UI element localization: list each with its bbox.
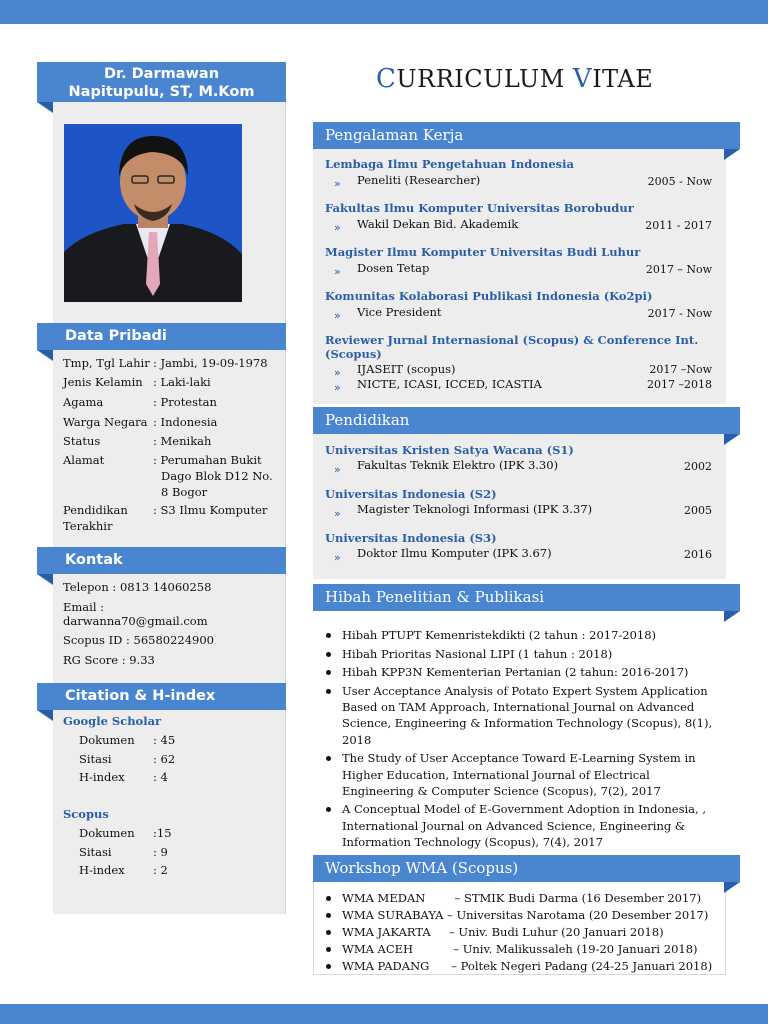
job-organization: Komunitas Kolaborasi Publikasi Indonesia (Ko2pi) <box>325 289 653 303</box>
workshop-item: WMA MEDAN – STMIK Budi Darma (16 Desember 2017) <box>325 890 712 907</box>
scopus-title: Scopus <box>63 807 109 821</box>
publication-item: Hibah KPP3N Kementerian Pertanian (2 tahun: 2016-2017) <box>325 664 717 680</box>
pribadi-row <box>63 484 207 500</box>
citation-header: Citation & H-index <box>37 683 286 710</box>
google-stat-label: Sitasi <box>79 751 112 766</box>
pribadi-row <box>63 452 262 468</box>
scopus-stat-value: :15 <box>153 826 172 840</box>
top-bar <box>0 0 768 24</box>
scopus-stat-row <box>79 861 168 879</box>
education-year: 2005 <box>684 504 712 517</box>
pribadi-value: : Indonesia <box>153 415 218 429</box>
ribbon-fold <box>37 102 53 113</box>
bottom-bar <box>0 1004 768 1024</box>
reviewer-year: 2017 –2018 <box>647 378 712 391</box>
scopus-stat-label: H-index <box>79 863 125 877</box>
title-initial-c: C <box>376 64 397 94</box>
scopus-stat-row <box>79 843 168 861</box>
education-program: Doktor Ilmu Komputer (IPK 3.67) <box>357 546 552 560</box>
workshop-item: WMA PADANG – Poltek Negeri Padang (24-25 Januari 2018) <box>325 958 712 975</box>
google-stat-row <box>79 750 175 768</box>
name-line-2: Napitupulu, ST, M.Kom <box>68 84 255 100</box>
google-stat-label: H-index <box>79 770 125 784</box>
education-year: 2016 <box>684 548 712 561</box>
pribadi-row <box>63 502 267 518</box>
email-label: Email : <box>63 600 105 614</box>
title-part-1: URRICULUM <box>396 65 573 93</box>
pribadi-label: Pendidikan <box>63 503 128 517</box>
ribbon-fold <box>37 574 53 585</box>
pribadi-label: Jenis Kelamin <box>63 375 143 389</box>
workshop-item: WMA SURABAYA – Universitas Narotama (20 Desember 2017) <box>325 907 712 924</box>
pribadi-value: : S3 Ilmu Komputer <box>153 503 268 517</box>
scopus-stat-row <box>79 824 172 842</box>
education-year: 2002 <box>684 460 712 473</box>
page-title <box>376 64 653 94</box>
pribadi-row <box>63 518 153 534</box>
chevron-bullet-icon: » <box>334 463 341 476</box>
hibah-header: Hibah Penelitian & Publikasi <box>313 584 740 611</box>
profile-photo <box>64 124 242 302</box>
portrait-icon <box>64 124 242 302</box>
pribadi-label: Tmp, Tgl Lahir <box>63 356 150 370</box>
job-organization: Lembaga Ilmu Pengetahuan Indonesia <box>325 157 574 171</box>
pengalaman-header: Pengalaman Kerja <box>313 122 740 149</box>
google-stat-label: Dokumen <box>79 733 135 747</box>
google-stat-value: : 62 <box>153 751 176 766</box>
scopus-stat-label: Sitasi <box>79 844 112 859</box>
education-program: Magister Teknologi Informasi (IPK 3.37) <box>357 502 593 516</box>
pribadi-row <box>63 374 211 390</box>
scopus-id-row: Scopus ID : 56580224900 <box>63 633 214 647</box>
scopus-stat-value: : 2 <box>153 863 168 877</box>
chevron-bullet-icon: » <box>334 177 341 190</box>
kontak-header: Kontak <box>37 547 286 574</box>
job-role: Vice President <box>357 305 442 319</box>
google-scholar-title: Google Scholar <box>63 714 162 728</box>
job-year: 2017 - Now <box>647 307 712 320</box>
chevron-bullet-icon: » <box>334 265 341 278</box>
pribadi-value: : Perumahan Bukit <box>153 453 262 467</box>
chevron-bullet-icon: » <box>334 221 341 234</box>
pribadi-label: Agama <box>63 395 104 409</box>
name-line-1: Dr. Darmawan <box>103 66 220 82</box>
google-stat-value: : 4 <box>153 770 168 784</box>
job-role: Dosen Tetap <box>357 261 430 275</box>
pribadi-value: : Protestan <box>153 395 217 409</box>
pribadi-row <box>63 414 217 430</box>
chevron-bullet-icon: » <box>334 366 341 379</box>
ribbon-fold <box>37 350 53 361</box>
email-value[interactable]: darwanna70@gmail.com <box>63 614 208 628</box>
chevron-bullet-icon: » <box>334 551 341 564</box>
reviewer-role: IJASEIT (scopus) <box>357 362 456 376</box>
scopus-stat-value: : 9 <box>153 844 168 859</box>
job-organization: Fakultas Ilmu Komputer Universitas Borobudur <box>325 201 634 215</box>
publication-item: Hibah Prioritas Nasional LIPI (1 tahun : 2018) <box>325 646 717 662</box>
ribbon-fold <box>724 611 740 622</box>
education-institution: Universitas Kristen Satya Wacana (S1) <box>325 443 574 457</box>
ribbon-fold <box>37 710 53 721</box>
pribadi-row <box>63 355 268 371</box>
google-stat-value: : 45 <box>153 733 176 747</box>
pribadi-row <box>63 433 211 449</box>
google-stat-row <box>79 768 168 786</box>
name-header <box>37 62 286 102</box>
ribbon-fold <box>724 882 740 893</box>
hibah-list <box>325 627 717 853</box>
job-year: 2017 – Now <box>645 263 712 276</box>
ribbon-fold <box>724 434 740 445</box>
workshop-header: Workshop WMA (Scopus) <box>313 855 740 882</box>
reviewer-role: NICTE, ICASI, ICCED, ICASTIA <box>357 377 542 391</box>
workshop-list <box>325 890 712 975</box>
publication-item: A Conceptual Model of E-Government Adoption in Indonesia, , International Journal on Advanced Science, Engineering & Information Technology (Scopus), 7(4), 2017 <box>325 801 717 850</box>
rg-score-row: RG Score : 9.33 <box>63 653 155 667</box>
reviewer-organization: Reviewer Jurnal Internasional (Scopus) & Conference Int. (Scopus) <box>325 333 699 361</box>
job-role: Peneliti (Researcher) <box>357 173 481 187</box>
pribadi-label: Terakhir <box>63 519 113 533</box>
education-institution: Universitas Indonesia (S3) <box>325 531 497 545</box>
scopus-stat-label: Dokumen <box>79 826 135 840</box>
pribadi-label: Warga Negara <box>63 415 148 429</box>
title-initial-v: V <box>572 64 593 94</box>
workshop-item: WMA JAKARTA – Univ. Budi Luhur (20 Januari 2018) <box>325 924 712 941</box>
pribadi-value: 8 Bogor <box>161 485 208 499</box>
education-program: Fakultas Teknik Elektro (IPK 3.30) <box>357 458 559 472</box>
publication-item: The Study of User Acceptance Toward E-Learning System in Higher Education, International Journal of Electrical Engineering & Computer Science (Scopus), 7(2), 2017 <box>325 750 717 799</box>
reviewer-year: 2017 –Now <box>649 363 712 376</box>
chevron-bullet-icon: » <box>334 309 341 322</box>
job-organization: Magister Ilmu Komputer Universitas Budi Luhur <box>325 245 641 259</box>
data-pribadi-header: Data Pribadi <box>37 323 286 350</box>
pribadi-value: Dago Blok D12 No. <box>161 469 273 483</box>
publication-item: Hibah PTUPT Kemenristekdikti (2 tahun : 2017-2018) <box>325 627 717 643</box>
education-institution: Universitas Indonesia (S2) <box>325 487 497 501</box>
pribadi-label: Alamat <box>63 453 105 467</box>
job-year: 2005 - Now <box>647 175 712 188</box>
ribbon-fold <box>724 149 740 160</box>
pribadi-value: : Laki-laki <box>153 375 211 389</box>
pribadi-value: : Menikah <box>153 434 212 448</box>
title-part-2: ITAE <box>592 65 654 93</box>
job-year: 2011 - 2017 <box>645 219 712 232</box>
pendidikan-header: Pendidikan <box>313 407 740 434</box>
workshop-item: WMA ACEH – Univ. Malikussaleh (19-20 Januari 2018) <box>325 941 712 958</box>
pribadi-label: Status <box>63 434 101 448</box>
publication-item: User Acceptance Analysis of Potato Expert System Application Based on TAM Approach, International Journal on Advanced Science, Engineering & Information Technology (Scopus), 8(1), 2018 <box>325 683 717 748</box>
google-stat-row <box>79 731 175 749</box>
telepon-row: Telepon : 0813 14060258 <box>63 580 212 594</box>
pribadi-value: : Jambi, 19-09-1978 <box>153 356 268 370</box>
job-role: Wakil Dekan Bid. Akademik <box>357 217 519 231</box>
chevron-bullet-icon: » <box>334 381 341 394</box>
pribadi-row <box>63 468 273 484</box>
pribadi-row <box>63 394 217 410</box>
chevron-bullet-icon: » <box>334 507 341 520</box>
